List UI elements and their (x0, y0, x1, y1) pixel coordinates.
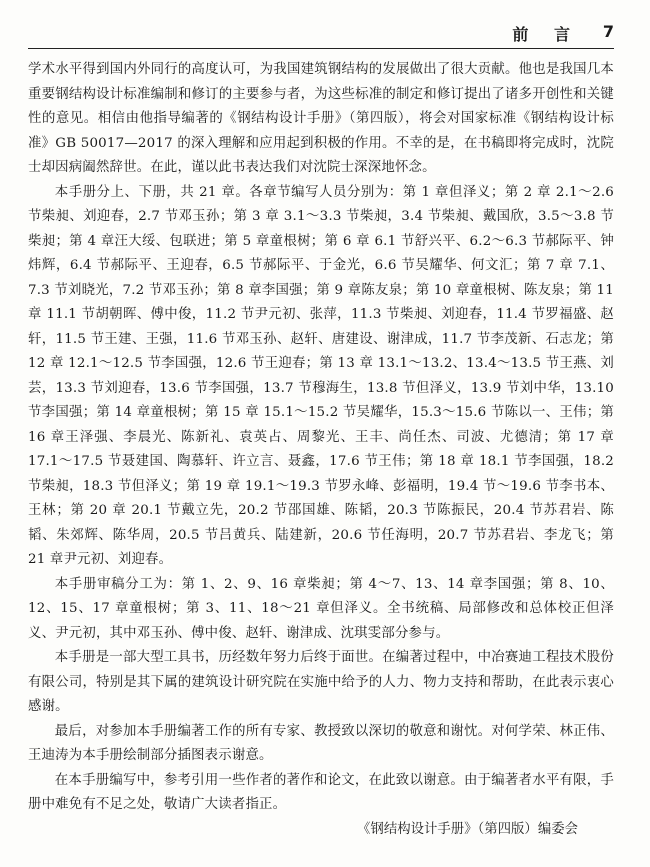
paragraph-reviewers: 本手册审稿分工为：第 1、2、9、16 章柴昶；第 4～7、13、14 章李国强；第 8、10、12、15、17 章童根树；第 3、11、18～21 章但泽义。全书统稿、局部修改和总体校正但泽义、尹元初，其中邓玉孙、傅中俊、赵轩、谢津成、沈琪雯部分参与。 (28, 576, 614, 641)
page-header (28, 18, 614, 49)
body-text (28, 58, 614, 818)
paragraph-continuation: 学术水平得到国内外同行的高度认可，为我国建筑钢结构的发展做出了很大贡献。他也是我国几本重要钢结构设计标准编制和修订的主要参与者，为这些标准的制定和修订提出了诸多开创性和关键性的意见。相信由他指导编著的《钢结构设计手册》（第四版），将会对国家标准《钢结构设计标准》GB 50017—2017 的深入理解和应用起到积极的作用。不幸的是，在书稿即将完成时，沈院士却因病阖然辞世。在此，谨以此书表达我们对沈院士深深地怀念。 (28, 62, 614, 175)
paragraph-closing: 在本手册编写中，参考引用一些作者的著作和论文，在此致以谢意。由于编著者水平有限，手册中难免有不足之处，敬请广大读者指正。 (28, 772, 614, 812)
chapter-title: 前 言 (512, 25, 580, 44)
paragraph-acknowledgement-experts: 最后，对参加本手册编著工作的所有专家、教授致以深切的敬意和谢忱。对何学荣、林正伟、王迪涛为本手册绘制部分插图表示谢意。 (28, 723, 614, 763)
paragraph-acknowledgement-company: 本手册是一部大型工具书，历经数年努力后终于面世。在编著过程中，中冶赛迪工程技术股份有限公司，特别是其下属的建筑设计研究院在实施中给予的人力、物力支持和帮助，在此表示衷心感谢。 (28, 650, 614, 714)
page-number: 7 (602, 22, 614, 41)
signature: 《钢结构设计手册》（第四版）编委会 (357, 822, 578, 837)
paragraph-authors: 本手册分上、下册，共 21 章。各章节编写人员分别为：第 1 章但泽义；第 2 章 2.1～2.6 节柴昶、刘迎春，2.7 节邓玉孙；第 3 章 3.1～3.3 节柴昶，3.4 节柴昶、戴国欣，3.5～3.8 节柴昶；第 4 章汪大绥、包联进；第 5 章童根树；第 6 章 6.1 节舒兴平、6.2～6.3 节郝际平、钟炜辉，6.4 节郝际平、王迎春，6.5 节郝际平、于金光，6.6 节吴耀华、何文汇；第 7 章 7.1、7.3 节刘晓光，7.2 节邓玉孙；第 8 章李国强；第 9 章陈友泉；第 10 章童根树、陈友泉；第 11 章 11.1 节胡朝晖、傅中俊，11.2 节尹元初、张萍，11.3 节柴昶、刘迎春，11.4 节罗福盛、赵轩，11.5 节王建、王强，11.6 节邓玉孙、赵轩、唐建设、谢津成，11.7 节李茂新、石志龙；第 12 章 12.1～12.5 节李国强，12.6 节王迎春；第 13 章 13.1～13.2、13.4～13.5 节王燕、刘芸，13.3 节刘迎春，13.6 节李国强，13.7 节穆海生，13.8 节但泽义，13.9 节刘中华，13.10 节李国强；第 14 章童根树；第 15 章 15.1～15.2 节吴耀华，15.3～15.6 节陈以一、王伟；第 16 章王泽强、李晨光、陈新礼、袁英占、周黎光、王丰、尚任杰、司波、尤德清；第 17 章 17.1～17.5 节聂建国、陶慕轩、许立言、聂鑫，17.6 节王伟；第 18 章 18.1 节李国强，18.2 节柴昶，18.3 节但泽义；第 19 章 19.1～19.3 节罗永峰、彭福明，19.4 节～19.6 节李书本、王林；第 20 章 20.1 节戴立先，20.2 节邵国雄、陈韬，20.3 节陈振民，20.4 节苏君岩、陈韬、朱郊辉、陈华周，20.5 节吕黄兵、陆建新，20.6 节任海明，20.7 节苏君岩、李龙飞；第 21 章尹元初、刘迎春。 (28, 184, 614, 567)
